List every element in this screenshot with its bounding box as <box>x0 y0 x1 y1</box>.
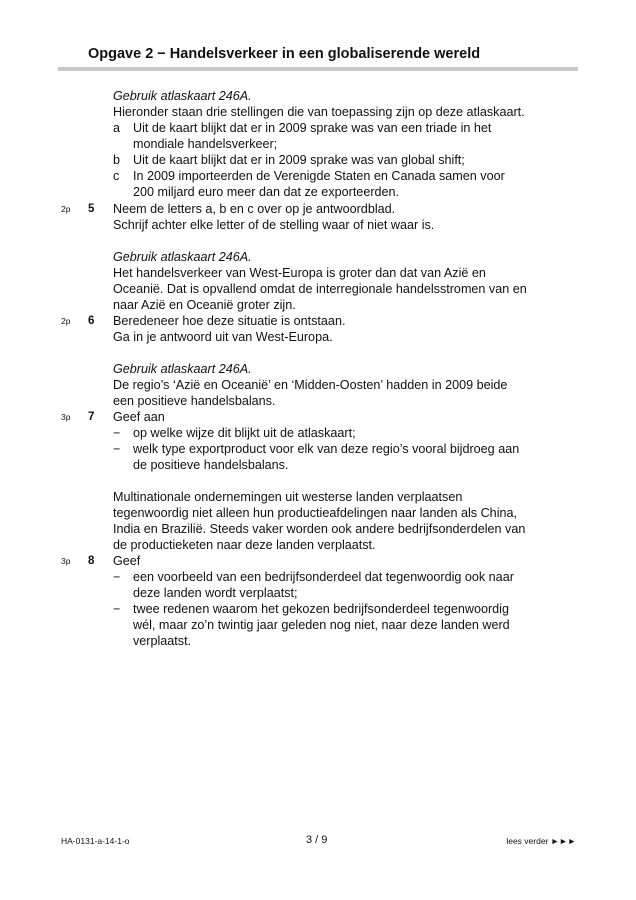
q7-line1: De regio’s ‘Azië en Oceanië’ en ‘Midden-Oosten’ hadden in 2009 beide <box>113 378 508 392</box>
q7-line2: een positieve handelsbalans. <box>113 394 276 408</box>
q8-line4: de productieketen naar deze landen verplaatst. <box>113 538 376 552</box>
q5-a-line2: mondiale handelsverkeer; <box>133 137 278 151</box>
q5-a-line1: Uit de kaart blijkt dat er in 2009 sprake was van een triade in het <box>133 121 492 135</box>
q8-item2-line3: verplaatst. <box>133 634 192 648</box>
q8-item2-dash: − <box>113 602 121 616</box>
q6-line2: Oceanië. Dat is opvallend omdat de interregionale handelsstromen van en <box>113 282 527 296</box>
title-underline <box>58 67 578 71</box>
q8-item1-line2: deze landen wordt verplaatst; <box>133 586 298 600</box>
q8-item2-line1: twee redenen waarom het gekozen bedrijfsonderdeel tegenwoordig <box>133 602 509 616</box>
q7-item1: op welke wijze dit blijkt uit de atlaskaart; <box>133 426 356 440</box>
footer-exam-code: HA-0131-a-14-1-o <box>61 836 130 846</box>
q6-task1: Beredeneer hoe deze situatie is ontstaan. <box>113 314 346 328</box>
q7-item1-dash: − <box>113 426 121 440</box>
q5-task1: Neem de letters a, b en c over op je antwoordblad. <box>113 202 396 216</box>
q5-c-line1: In 2009 importeerden de Verenigde Staten en Canada samen voor <box>133 169 505 183</box>
q5-number: 5 <box>88 203 95 215</box>
q7-item2-line2: de positieve handelsbalans. <box>133 458 289 472</box>
q8-number: 8 <box>88 555 95 567</box>
q5-a-marker: a <box>113 121 121 135</box>
q6-number: 6 <box>88 315 95 327</box>
q7-number: 7 <box>88 411 95 423</box>
q8-item1-line1: een voorbeeld van een bedrijfsonderdeel dat tegenwoordig ook naar <box>133 570 514 584</box>
q5-b-line1: Uit de kaart blijkt dat er in 2009 sprake was van global shift; <box>133 153 465 167</box>
q8-item2-line2: wél, maar zo’n twintig jaar geleden nog niet, naar deze landen werd <box>133 618 510 632</box>
q8-line3: India en Brazilië. Steeds vaker worden ook andere bedrijfsonderdelen van <box>113 522 526 536</box>
page-number: 3 / 9 <box>306 834 328 846</box>
q5-c-line2: 200 miljard euro meer dan dat ze exporteerden. <box>133 185 400 199</box>
q5-c-marker: c <box>113 169 120 183</box>
q6-line3: naar Azië en Oceanië groter zijn. <box>113 298 296 312</box>
q8-line1: Multinationale ondernemingen uit westerse landen verplaatsen <box>113 490 463 504</box>
q5-stem: Hieronder staan drie stellingen die van toepassing zijn op deze atlaskaart. <box>113 105 525 119</box>
q8-line2: tegenwoordig niet alleen hun productieafdelingen naar landen als China, <box>113 506 517 520</box>
q8-points: 3p <box>61 556 71 566</box>
q5-intro: Gebruik atlaskaart 246A. <box>113 89 252 103</box>
q5-points: 2p <box>61 204 71 214</box>
section-title: Opgave 2 − Handelsverkeer in een globaliserende wereld <box>88 46 481 62</box>
q7-task: Geef aan <box>113 410 165 424</box>
q7-item2-dash: − <box>113 442 121 456</box>
q8-item1-dash: − <box>113 570 121 584</box>
q7-intro: Gebruik atlaskaart 246A. <box>113 362 252 376</box>
q8-task: Geef <box>113 554 141 568</box>
q6-intro: Gebruik atlaskaart 246A. <box>113 250 252 264</box>
q7-points: 3p <box>61 412 71 422</box>
q6-task2: Ga in je antwoord uit van West-Europa. <box>113 330 333 344</box>
q5-task2: Schrijf achter elke letter of de stelling waar of niet waar is. <box>113 218 435 232</box>
q5-b-marker: b <box>113 153 121 167</box>
q7-item2-line1: welk type exportproduct voor elk van deze regio’s vooral bijdroeg aan <box>133 442 520 456</box>
q6-points: 2p <box>61 316 71 326</box>
footer-continue: lees verder ►►► <box>506 836 576 846</box>
q6-line1: Het handelsverkeer van West-Europa is groter dan dat van Azië en <box>113 266 486 280</box>
